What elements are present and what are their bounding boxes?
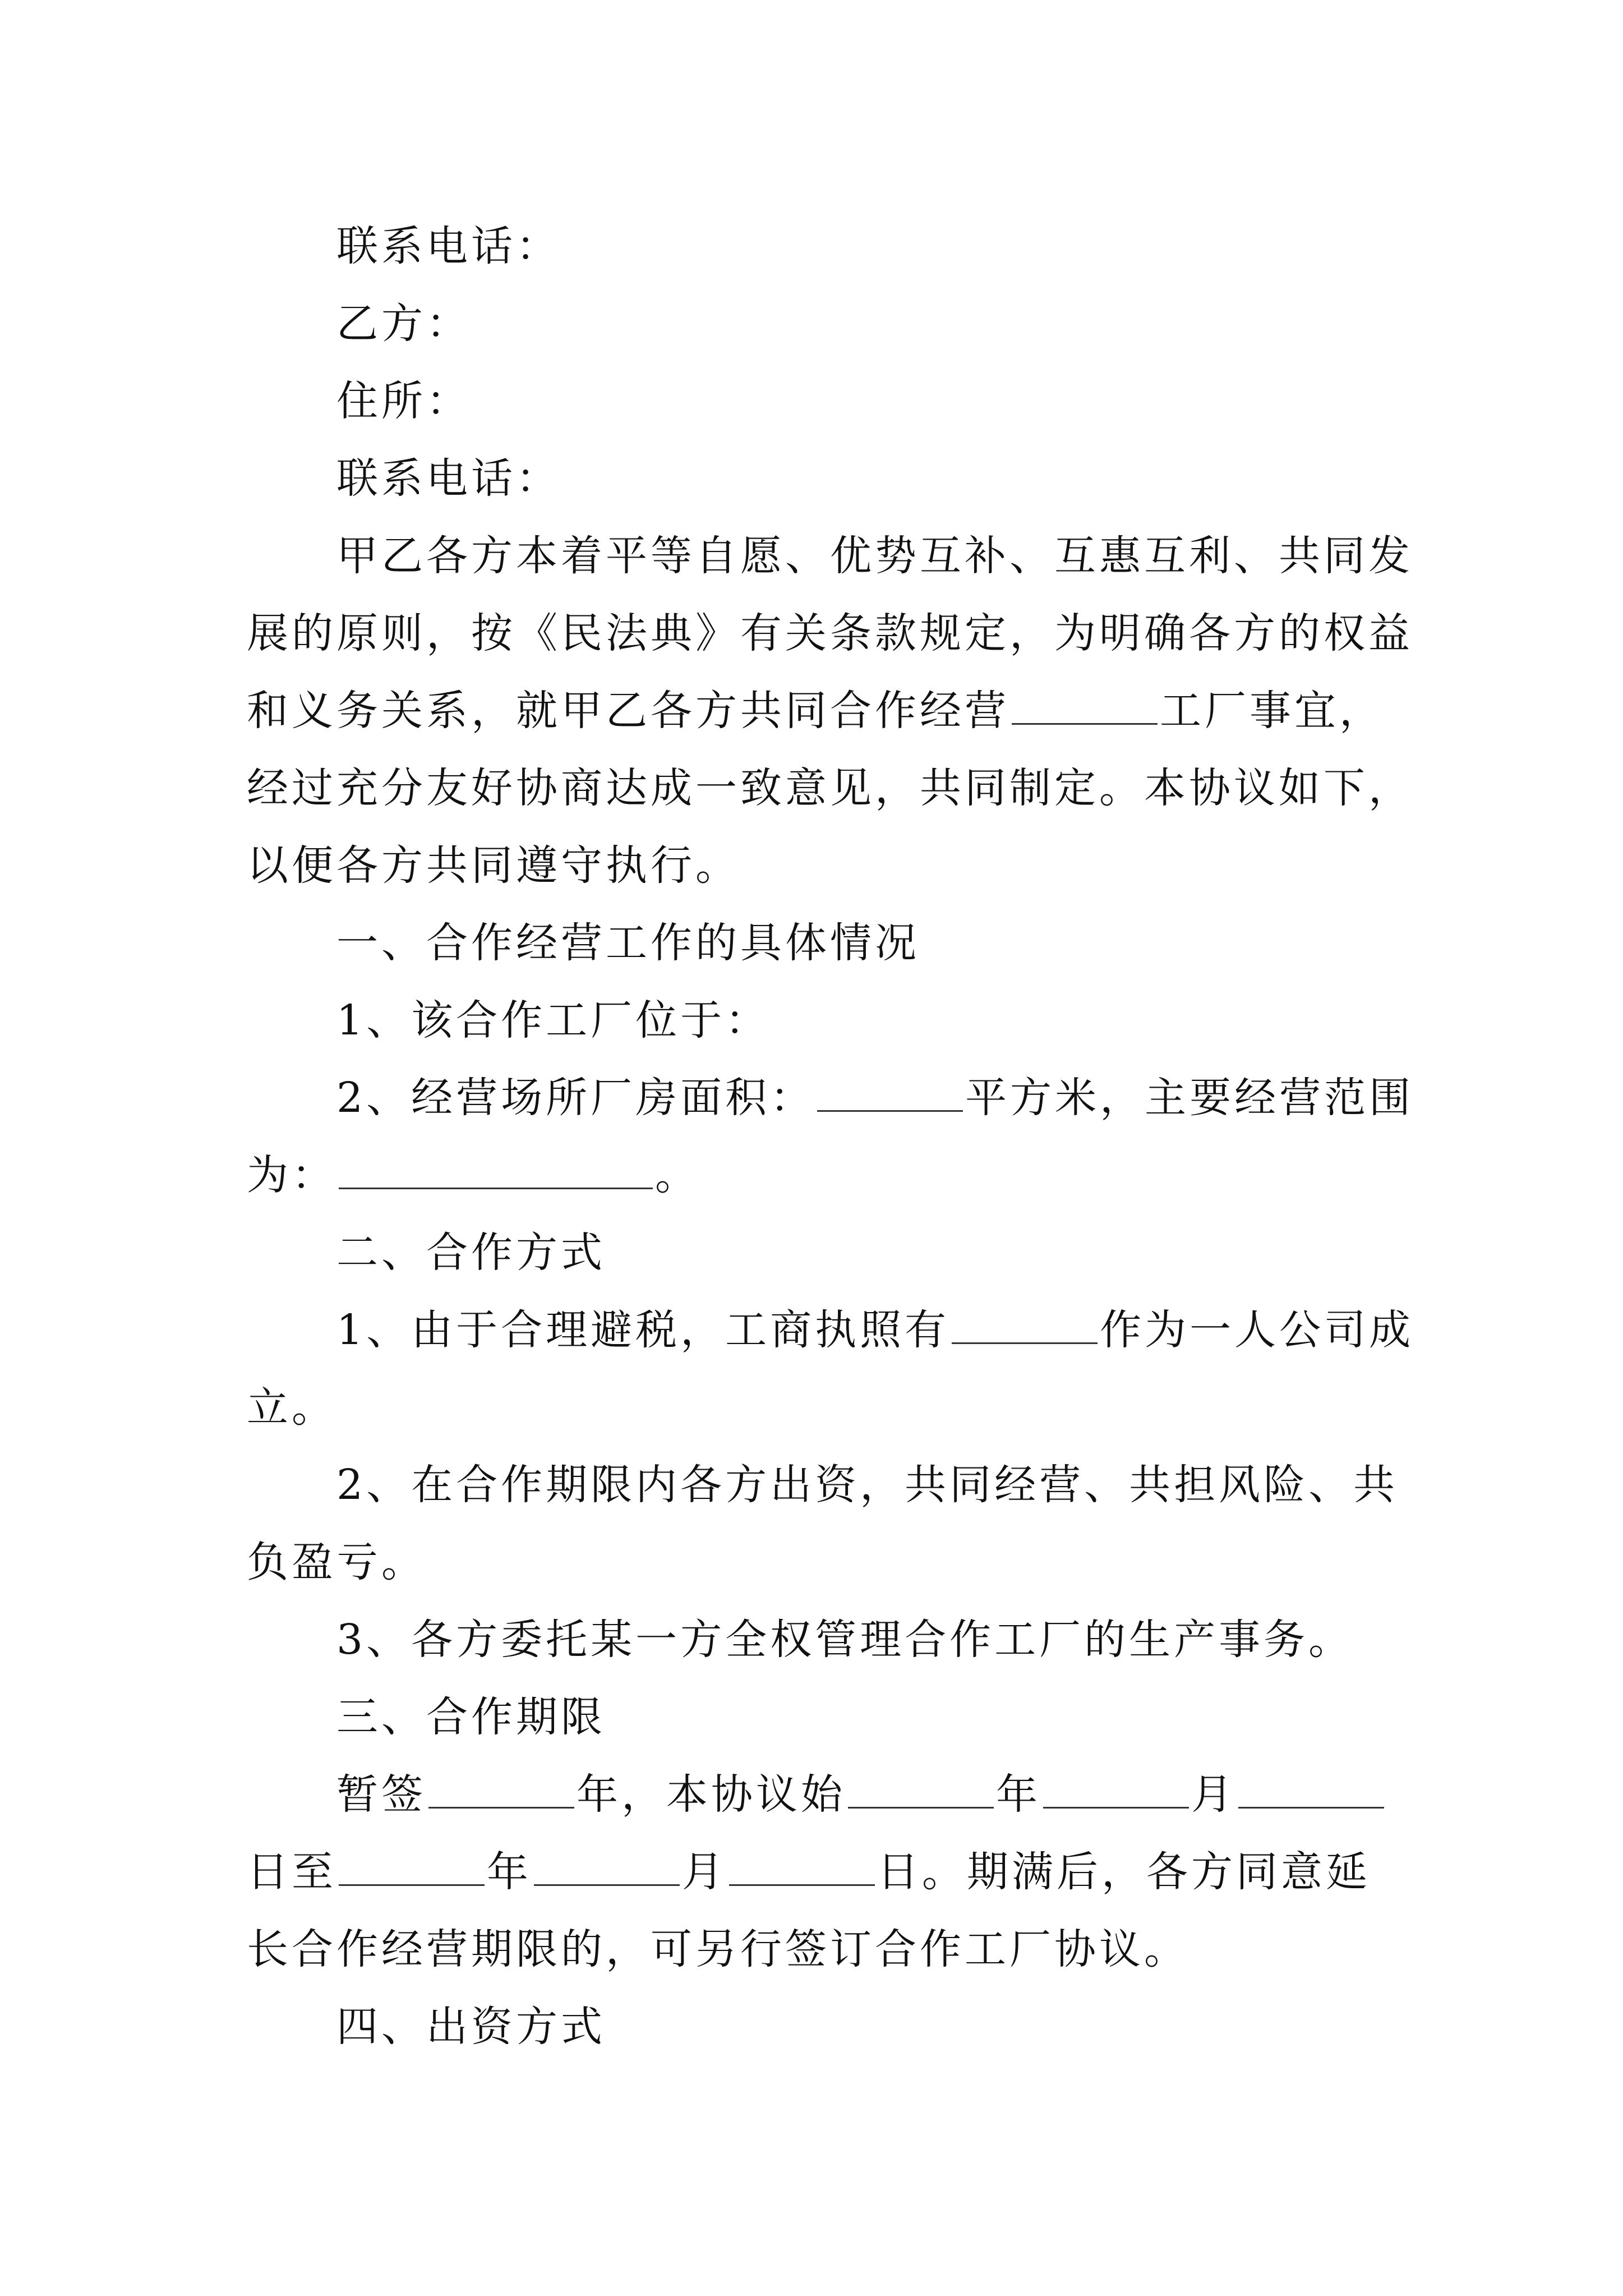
preamble-text: 以便各方共同遵守执行。 [247,841,740,890]
party-b-address-line [247,362,1391,440]
party-a-phone-label: 联系电话： [336,222,561,270]
preamble-line-4 [247,749,1413,827]
section-heading-text: 四、出资方式 [336,2003,606,2051]
clause-2-2-cont [247,1524,1391,1601]
start-month-blank [1043,1764,1189,1809]
section-1-heading [247,904,1391,982]
clause-text: 月 [1191,1770,1236,1819]
clause-1-2 [247,1059,1414,1137]
clause-text: 年 [487,1848,532,1896]
party-b-label: 乙方： [336,300,471,348]
clause-text: 。 [655,1151,700,1199]
party-b-phone-label: 联系电话： [336,454,561,503]
start-year-blank [848,1764,994,1809]
clause-text: 负盈亏。 [247,1538,426,1586]
clause-text: 日。期满后，各方同意延 [877,1848,1371,1896]
start-day-blank [1238,1764,1384,1809]
clause-text: 2、在合作期限内各方出资，共同经营、共担风险、共 [336,1461,1399,1509]
clause-text: 3、各方委托某一方全权管理合作工厂的生产事务。 [336,1616,1354,1664]
clause-2-2 [247,1446,1399,1524]
clause-text: 平方米，主要经营范围 [965,1074,1414,1122]
preamble-text: 和义务关系，就甲乙各方共同合作经营 [247,687,1009,735]
preamble-text: 工厂事宜， [1160,687,1384,735]
term-line-1 [247,1756,1391,1833]
end-year-blank [339,1842,485,1886]
section-heading-text: 一、合作经营工作的具体情况 [336,919,920,967]
preamble-text: 展的原则，按《民法典》有关条款规定，为明确各方的权益 [247,609,1413,657]
preamble-line-3 [247,672,1391,749]
factory-name-blank [1012,680,1158,725]
party-a-phone-line [247,208,1391,285]
term-line-2 [247,1833,1391,1911]
preamble-line-1 [247,517,1413,595]
license-holder-blank [952,1300,1098,1344]
preamble-text: 甲乙各方本着平等自愿、优势互补、互惠互利、共同发 [336,532,1413,580]
section-2-heading [247,1214,1391,1291]
clause-text: 日至 [247,1848,336,1896]
section-heading-text: 三、合作期限 [336,1693,606,1741]
document-body [247,208,1414,2065]
clause-text: 2、经营场所厂房面积： [336,1074,815,1122]
clause-text: 1、该合作工厂位于： [336,996,771,1045]
clause-text: 长合作经营期限的，可另行签订合作工厂协议。 [247,1925,1189,1973]
clause-2-1 [247,1291,1414,1369]
clause-1-1 [247,982,1391,1059]
term-years-blank [428,1764,574,1809]
clause-text: 1、由于合理避税，工商执照有 [336,1306,950,1354]
section-heading-text: 二、合作方式 [336,1228,606,1277]
term-line-3 [247,1911,1391,1988]
party-b-phone-line [247,440,1391,517]
clause-text: 年，本协议始 [577,1770,846,1819]
section-4-heading [247,1988,1391,2065]
clause-text: 月 [682,1848,727,1896]
business-scope-blank [339,1145,653,1189]
end-day-blank [729,1842,875,1886]
clause-1-2-cont [247,1137,1391,1214]
clause-text: 暂签 [336,1770,426,1819]
clause-text: 为： [247,1151,336,1199]
preamble-line-5 [247,827,1391,904]
preamble-text: 经过充分友好协商达成一致意见，共同制定。本协议如下， [247,764,1413,812]
end-month-blank [534,1842,680,1886]
party-b-line [247,285,1391,362]
clause-text: 年 [996,1770,1041,1819]
area-blank [817,1068,963,1112]
clause-2-3 [247,1601,1391,1678]
preamble-line-2 [247,595,1413,672]
clause-text: 立。 [247,1383,336,1432]
party-b-address-label: 住所： [336,377,471,425]
section-3-heading [247,1678,1391,1756]
clause-text: 作为一人公司成 [1100,1306,1414,1354]
clause-2-1-cont [247,1369,1391,1446]
